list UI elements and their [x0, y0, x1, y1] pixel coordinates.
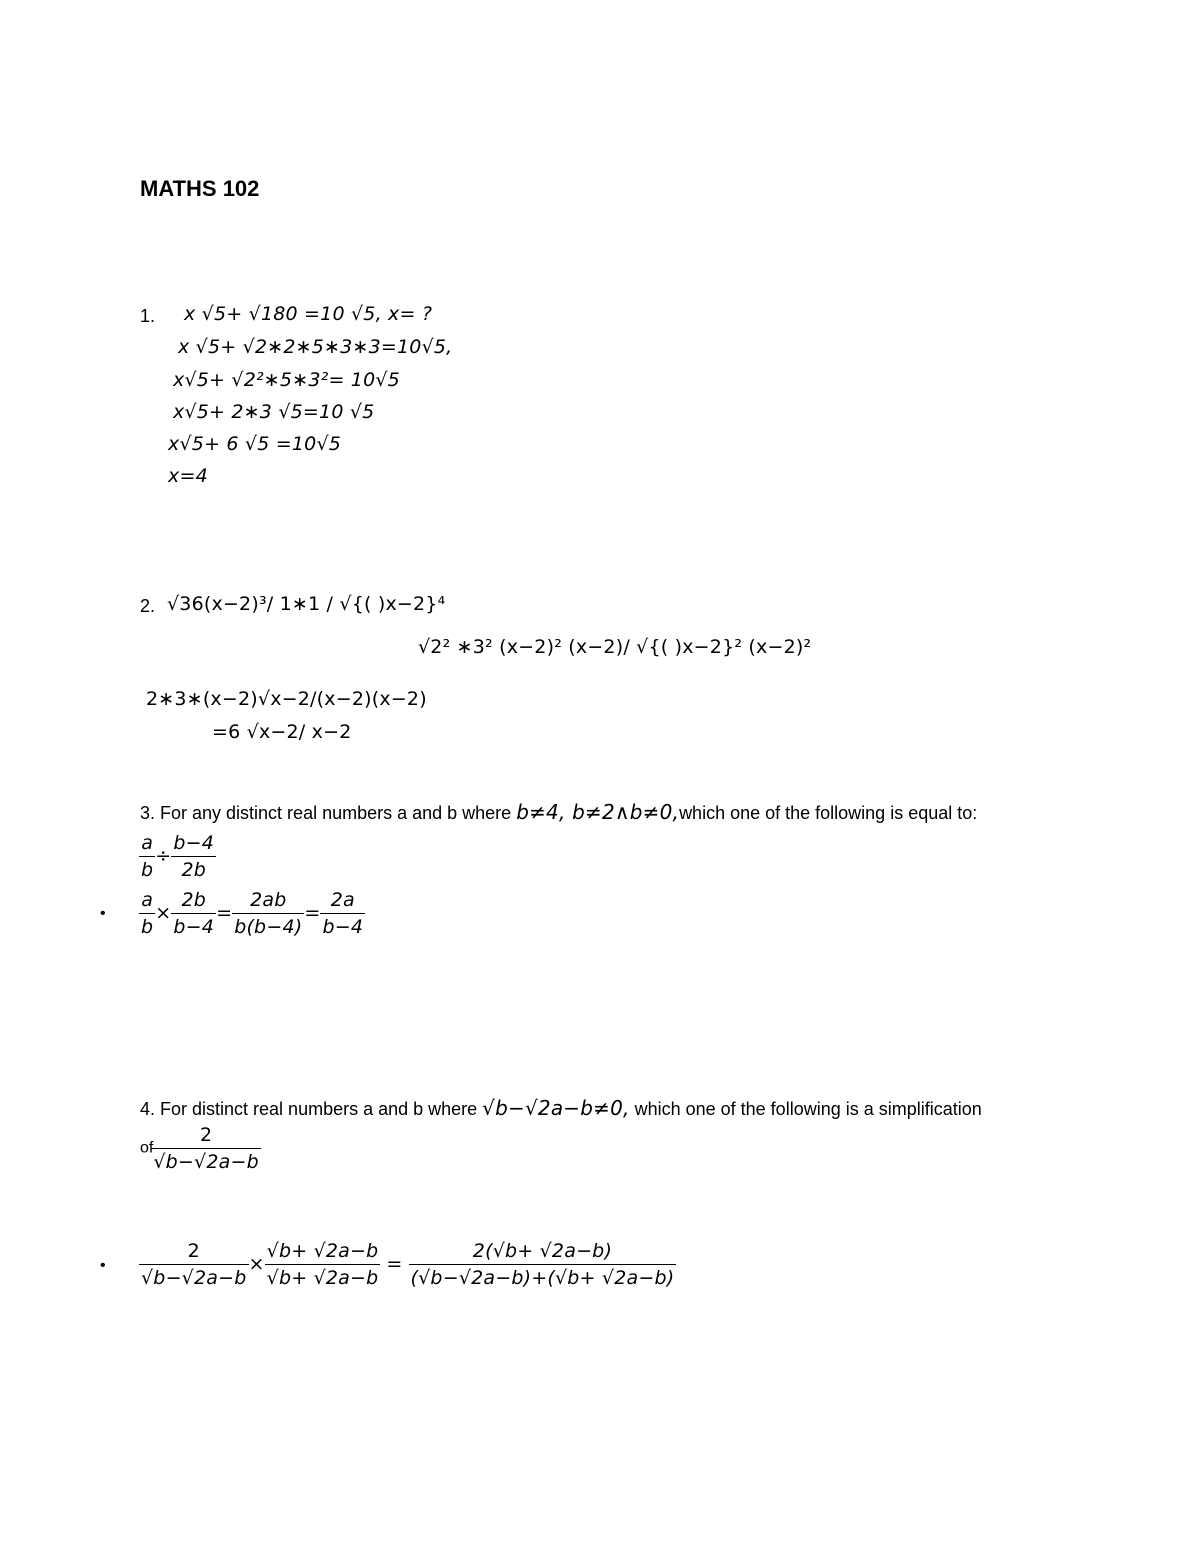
q4-statement: [140, 1096, 982, 1120]
q2-line-4: =6 √x−2/ x−2: [212, 721, 352, 743]
q3-prefix: 3. For any distinct real numbers a and b where: [140, 803, 517, 823]
q3-sol-frac-3: $\frac{2ab}{b(b-4)}$: [234, 889, 303, 938]
q3-suffix: which one of the following is equal to:: [679, 803, 978, 823]
q4-prefix: 4. For distinct real numbers a and b where: [140, 1099, 483, 1119]
q2-line-2: √2² ∗3² (x−2)² (x−2)/ √{( )x−2}² (x−2)²: [418, 636, 812, 658]
q3-bullet: •: [100, 905, 106, 922]
q1-line-4: x√5+ 2∗3 √5=10 √5: [173, 401, 375, 423]
q1-line-1: x √5+ √180 =10 √5, x= ?: [184, 303, 433, 325]
q3-solution: $\frac{a}{b}$ × $\frac{2b}{b-4}$ = $\frac{2ab}{b(b-4)}$ = $\frac{2a}{b-4}$: [141, 889, 364, 938]
q1-number: 1.: [140, 306, 156, 326]
q1-line-2: x √5+ √2∗2∗5∗3∗3=10√5,: [178, 336, 453, 358]
q3-condition: b≠4, b≠2∧b≠0,: [516, 800, 680, 824]
q4-solution: $\frac{2}{√b-√2a-b}$ × $\frac{√b+ √2a-b}{√b+ √2a-b}$ = $\frac{2(√b+ √2a-b)}{(√b-√2a-b)+(√b+ √2a-b)}$: [141, 1240, 675, 1289]
q4-condition: √b−√2a−b≠0,: [482, 1096, 630, 1120]
q1-line-6: x=4: [168, 465, 208, 487]
q4-suffix: which one of the following is a simplification: [629, 1099, 982, 1119]
q3-frac-a-b: $\frac{a}{b}$: [141, 832, 154, 881]
q3-sol-frac-1: $\frac{a}{b}$: [141, 889, 154, 938]
q3-statement: [140, 800, 977, 824]
page-title: MATHS 102: [140, 176, 260, 201]
q4-sol-frac-2: $\frac{√b+ √2a-b}{√b+ √2a-b}$: [266, 1240, 379, 1289]
q1-line-3: x√5+ √2²∗5∗3²= 10√5: [173, 369, 400, 391]
q1-line-5: x√5+ 6 √5 =10√5: [168, 433, 342, 455]
q3-sol-frac-2: $\frac{2b}{b-4}$: [173, 889, 215, 938]
q4-target-frac: $\frac{2}{√b-√2a-b}$: [153, 1124, 259, 1173]
q3-sol-frac-4: $\frac{2a}{b-4}$: [322, 889, 364, 938]
q4-sol-frac-1: $\frac{2}{√b-√2a-b}$: [141, 1240, 247, 1289]
q4-of-label: of: [140, 1139, 154, 1157]
q2-line-3: 2∗3∗(x−2)√x−2/(x−2)(x−2): [146, 688, 427, 710]
q3-expression: $\frac{a}{b}$ ÷ $\frac{b-4}{2b}$: [141, 832, 215, 881]
q2-number: 2.: [140, 596, 156, 616]
q4-sol-frac-3: $\frac{2(√b+ √2a-b)}{(√b-√2a-b)+(√b+ √2a-b)}$: [410, 1240, 675, 1289]
q4-target-expression: [140, 1122, 261, 1175]
q3-frac-b4-2b: $\frac{b-4}{2b}$: [173, 832, 215, 881]
q2-line-1: √36(x−2)³/ 1∗1 / √{( )x−2}⁴: [167, 593, 446, 615]
q4-bullet: •: [100, 1257, 106, 1274]
